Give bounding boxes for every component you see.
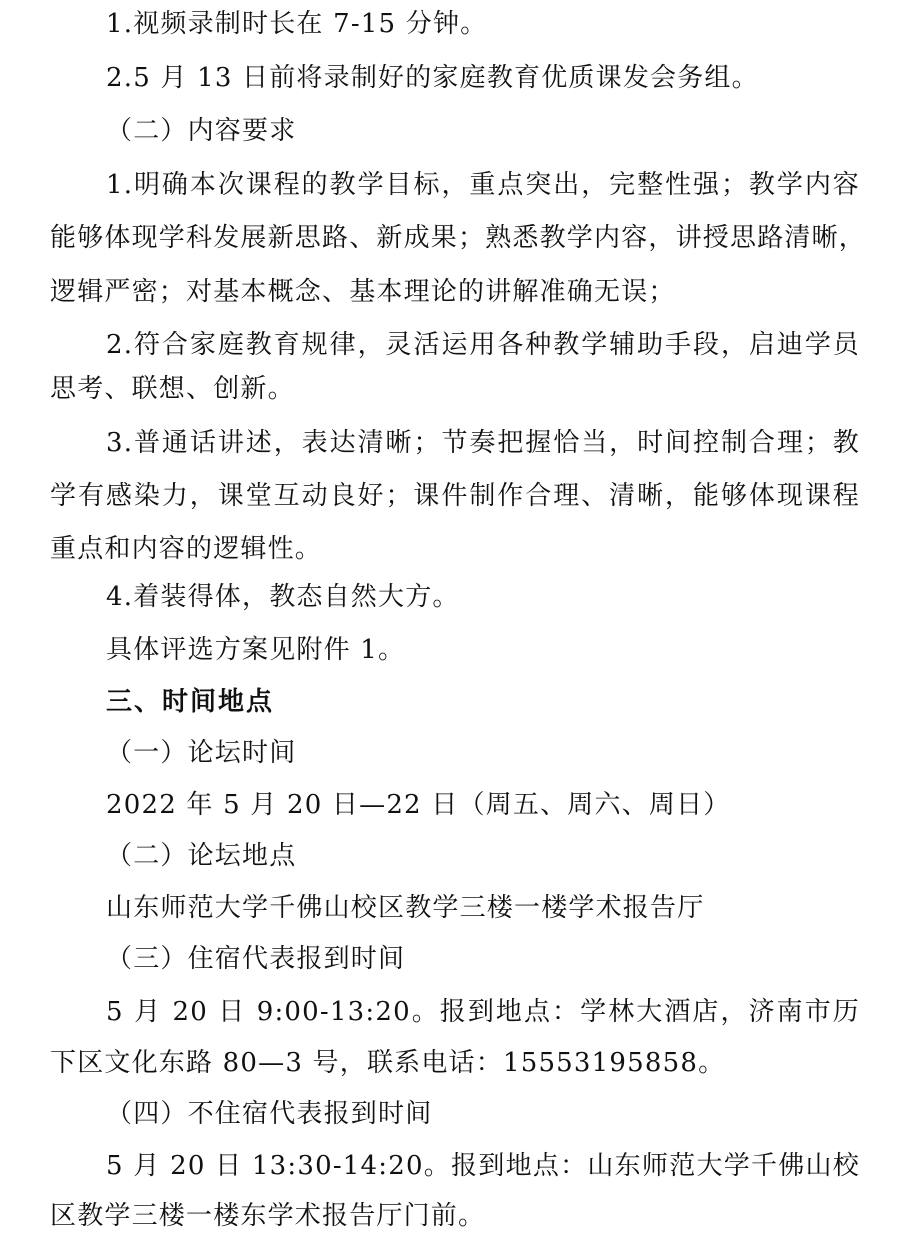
- section-heading: 三、时间地点: [106, 687, 275, 717]
- section-subheading: （一）论坛时间: [106, 738, 297, 768]
- paragraph-line: 具体评选方案见附件 1。: [106, 635, 406, 665]
- paragraph-line: 3.普通话讲述，表达清晰；节奏把握恰当，时间控制合理；教: [106, 428, 860, 458]
- section-subheading: （四）不住宿代表报到时间: [106, 1099, 433, 1129]
- paragraph-line: 2.符合家庭教育规律，灵活运用各种教学辅助手段，启迪学员: [106, 330, 860, 360]
- section-subheading: （二）论坛地点: [106, 841, 297, 871]
- paragraph-line: 重点和内容的逻辑性。: [50, 534, 323, 564]
- paragraph-line: 下区文化东路 80—3 号，联系电话：15553195858。: [50, 1048, 726, 1078]
- paragraph-line: 4.着装得体，教态自然大方。: [106, 582, 460, 612]
- paragraph-line: 能够体现学科发展新思路、新成果；熟悉教学内容，讲授思路清晰，: [50, 223, 867, 253]
- paragraph-line: 区教学三楼一楼东学术报告厅门前。: [50, 1201, 486, 1231]
- paragraph-line: 学有感染力，课堂互动良好；课件制作合理、清晰，能够体现课程: [50, 481, 860, 511]
- paragraph-line: 1.明确本次课程的教学目标，重点突出，完整性强；教学内容: [106, 170, 860, 200]
- section-subheading: （二）内容要求: [106, 116, 297, 146]
- paragraph-line: 思考、联想、创新。: [50, 374, 295, 404]
- paragraph-line: 2022 年 5 月 20 日—22 日（周五、周六、周日）: [106, 790, 731, 820]
- paragraph-line: 5 月 20 日 9:00-13:20。报到地点：学林大酒店，济南市历: [106, 997, 860, 1027]
- section-subheading: （三）住宿代表报到时间: [106, 944, 406, 974]
- paragraph-line: 5 月 20 日 13:30-14:20。报到地点：山东师范大学千佛山校: [106, 1151, 860, 1181]
- paragraph-line: 逻辑严密；对基本概念、基本理论的讲解准确无误；: [50, 277, 676, 307]
- paragraph-line: 1.视频录制时长在 7-15 分钟。: [106, 9, 488, 39]
- paragraph-line: 2.5 月 13 日前将录制好的家庭教育优质课发会务组。: [106, 63, 759, 93]
- paragraph-line: 山东师范大学千佛山校区教学三楼一楼学术报告厅: [106, 893, 705, 923]
